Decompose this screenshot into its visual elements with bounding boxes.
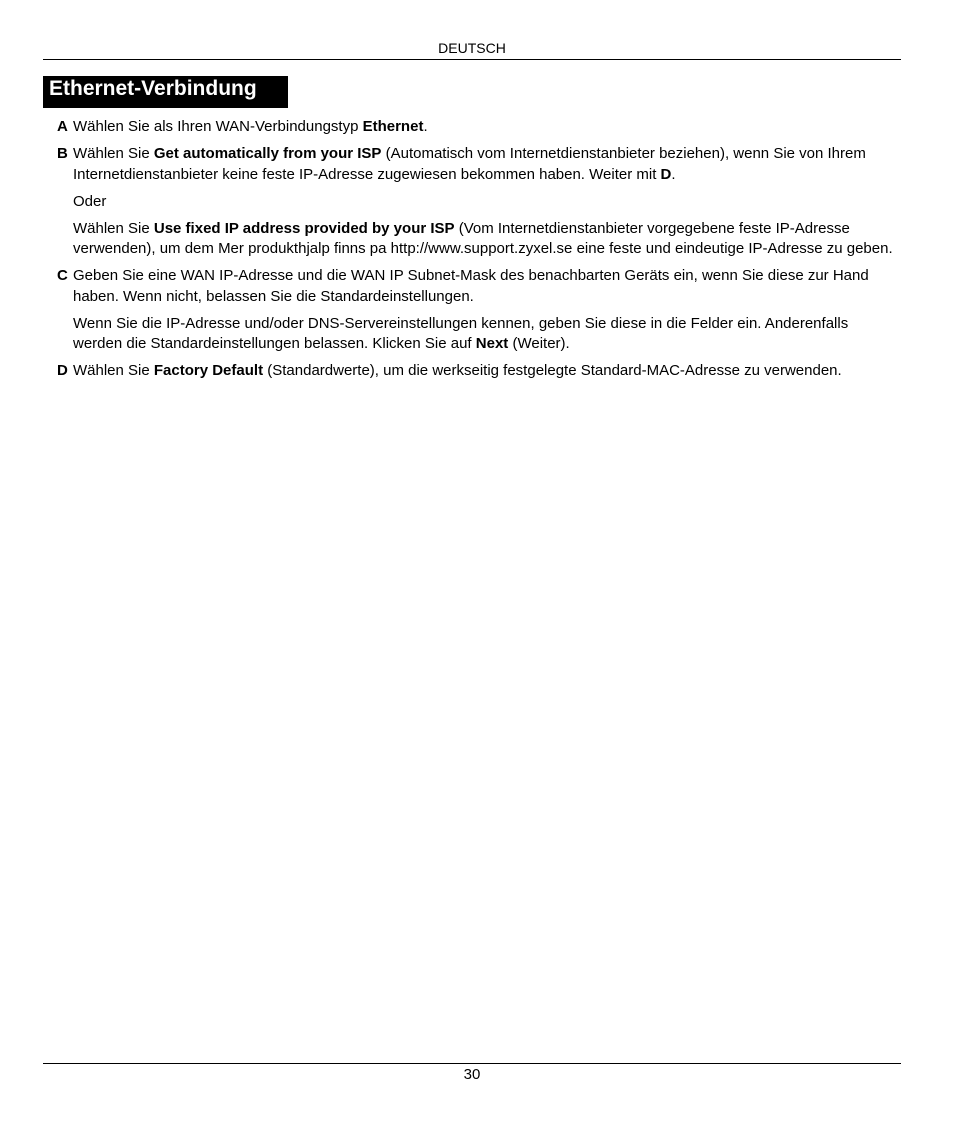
step-text: Wählen Sie bbox=[73, 145, 154, 162]
step-b-or-label: Oder bbox=[73, 192, 107, 210]
step-d bbox=[57, 361, 897, 382]
step-text: Wenn Sie die IP-Adresse und/oder DNS-Servereinstellungen kennen, geben Sie diese in die Felder ein. Anderenfalls werden die Standardeinstellungen belassen. Klicken Sie auf bbox=[73, 314, 849, 352]
step-emphasis: D bbox=[660, 165, 672, 183]
step-c bbox=[57, 266, 897, 307]
page-header-language: DEUTSCH bbox=[438, 40, 506, 56]
step-text: (Vom Internetdienstanbieter vorgegebene feste IP-Adresse verwenden), um dem Mer produkthjalp finns pa http://www.support.zyxel.se eine feste und eindeutige IP-Adresse zu geben. bbox=[73, 219, 893, 257]
step-text: . bbox=[671, 165, 676, 183]
instructions-body bbox=[57, 117, 897, 388]
step-text: Wählen Sie bbox=[73, 219, 154, 237]
step-text: (Standardwerte), um die werkseitig festgelegte Standard-MAC-Adresse zu verwenden. bbox=[263, 362, 842, 379]
step-emphasis: Factory Default bbox=[153, 362, 264, 379]
step-text: . bbox=[423, 118, 428, 135]
step-text: Wählen Sie als Ihren WAN-Verbindungstyp bbox=[73, 118, 363, 135]
step-letter: C bbox=[57, 267, 68, 284]
step-emphasis: Get automatically from your ISP bbox=[153, 145, 382, 162]
step-emphasis: Next bbox=[475, 335, 509, 352]
step-b bbox=[57, 144, 897, 185]
step-c-detail bbox=[57, 314, 897, 355]
step-a bbox=[57, 117, 897, 138]
step-text: (Weiter). bbox=[508, 335, 570, 352]
step-letter: D bbox=[57, 362, 68, 379]
step-text: (Automatisch vom Internetdienstanbieter beziehen), wenn Sie von Ihrem Internetdienstanbieter keine feste IP-Adresse zugewiesen bekommen haben. Weiter mit bbox=[73, 145, 866, 183]
header-divider bbox=[43, 59, 901, 60]
page-number: 30 bbox=[463, 1066, 481, 1083]
step-b-alternative bbox=[57, 219, 897, 260]
step-emphasis: Use fixed IP address provided by your ISP bbox=[153, 219, 455, 237]
step-letter: A bbox=[57, 118, 68, 135]
section-title: Ethernet-Verbindung bbox=[43, 76, 288, 108]
step-emphasis: Ethernet bbox=[362, 118, 424, 135]
step-text: Geben Sie eine WAN IP-Adresse und die WAN IP Subnet-Mask des benachbarten Geräts ein, wenn Sie diese zur Hand haben. Wenn nicht, belassen Sie die Standardeinstellungen. bbox=[73, 267, 869, 305]
footer-divider bbox=[43, 1063, 901, 1064]
step-text: Wählen Sie bbox=[73, 362, 154, 379]
step-letter: B bbox=[57, 145, 68, 162]
